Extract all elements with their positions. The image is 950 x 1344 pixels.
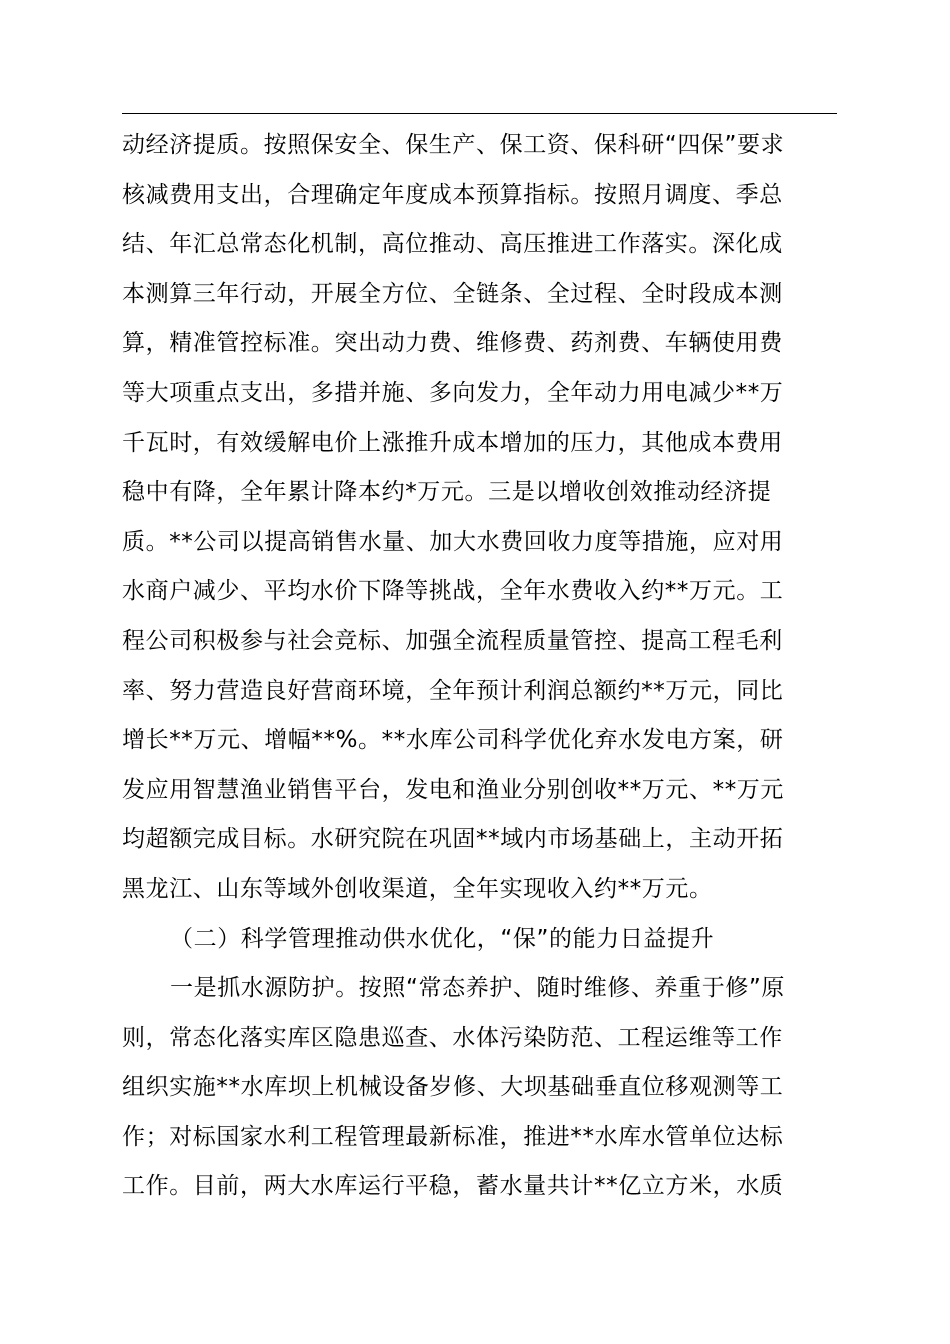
text-line: 组织实施**水库坝上机械设备岁修、大坝基础垂直位移观测等工 — [122, 1074, 784, 1101]
text-line: 千瓦时，有效缓解电价上涨推升成本增加的压力，其他成本费用 — [122, 429, 783, 456]
text-line: 发应用智慧渔业销售平台，发电和渔业分别创收**万元、**万元 — [122, 776, 784, 803]
body-text — [122, 121, 837, 1212]
text-line: 本测算三年行动，开展全方位、全链条、全过程、全时段成本测 — [122, 280, 783, 307]
header-rule — [122, 113, 837, 114]
text-line: 黑龙江、山东等域外创收渠道，全年实现收入约**万元。 — [122, 875, 713, 902]
text-line: 一是抓水源防护。按照“常态养护、随时维修、养重于修”原 — [170, 975, 786, 1002]
text-line: 均超额完成目标。水研究院在巩固**域内市场基础上，主动开拓 — [122, 826, 784, 853]
text-line: 工作。目前，两大水库运行平稳，蓄水量共计**亿立方米，水质 — [122, 1173, 784, 1200]
text-line: 增长**万元、增幅**%。**水库公司科学优化弃水发电方案，研 — [122, 727, 784, 754]
text-line: 则，常态化落实库区隐患巡查、水体污染防范、工程运维等工作 — [122, 1024, 783, 1051]
text-line: 作；对标国家水利工程管理最新标准，推进**水库水管单位达标 — [122, 1123, 784, 1150]
text-line: 结、年汇总常态化机制，高位推动、高压推进工作落实。深化成 — [122, 231, 783, 258]
text-line: 稳中有降，全年累计降本约*万元。三是以增收创效推动经济提 — [122, 479, 772, 506]
text-line: 水商户减少、平均水价下降等挑战，全年水费收入约**万元。工 — [122, 578, 784, 605]
text-line: 动经济提质。按照保安全、保生产、保工资、保科研“四保”要求 — [122, 132, 785, 158]
section-heading: （二）科学管理推动供水优化，“保”的能力日益提升 — [170, 925, 715, 952]
text-line: 等大项重点支出，多措并施、多向发力，全年动力用电减少**万 — [122, 379, 784, 406]
text-line: 率、努力营造良好营商环境，全年预计利润总额约**万元，同比 — [122, 677, 784, 704]
text-line: 核减费用支出，合理确定年度成本预算指标。按照月调度、季总 — [122, 181, 783, 208]
text-line: 质。**公司以提高销售水量、加大水费回收力度等措施，应对用 — [122, 528, 784, 555]
text-line: 算，精准管控标准。突出动力费、维修费、药剂费、车辆使用费 — [122, 330, 783, 357]
text-line: 程公司积极参与社会竞标、加强全流程质量管控、提高工程毛利 — [122, 627, 783, 654]
